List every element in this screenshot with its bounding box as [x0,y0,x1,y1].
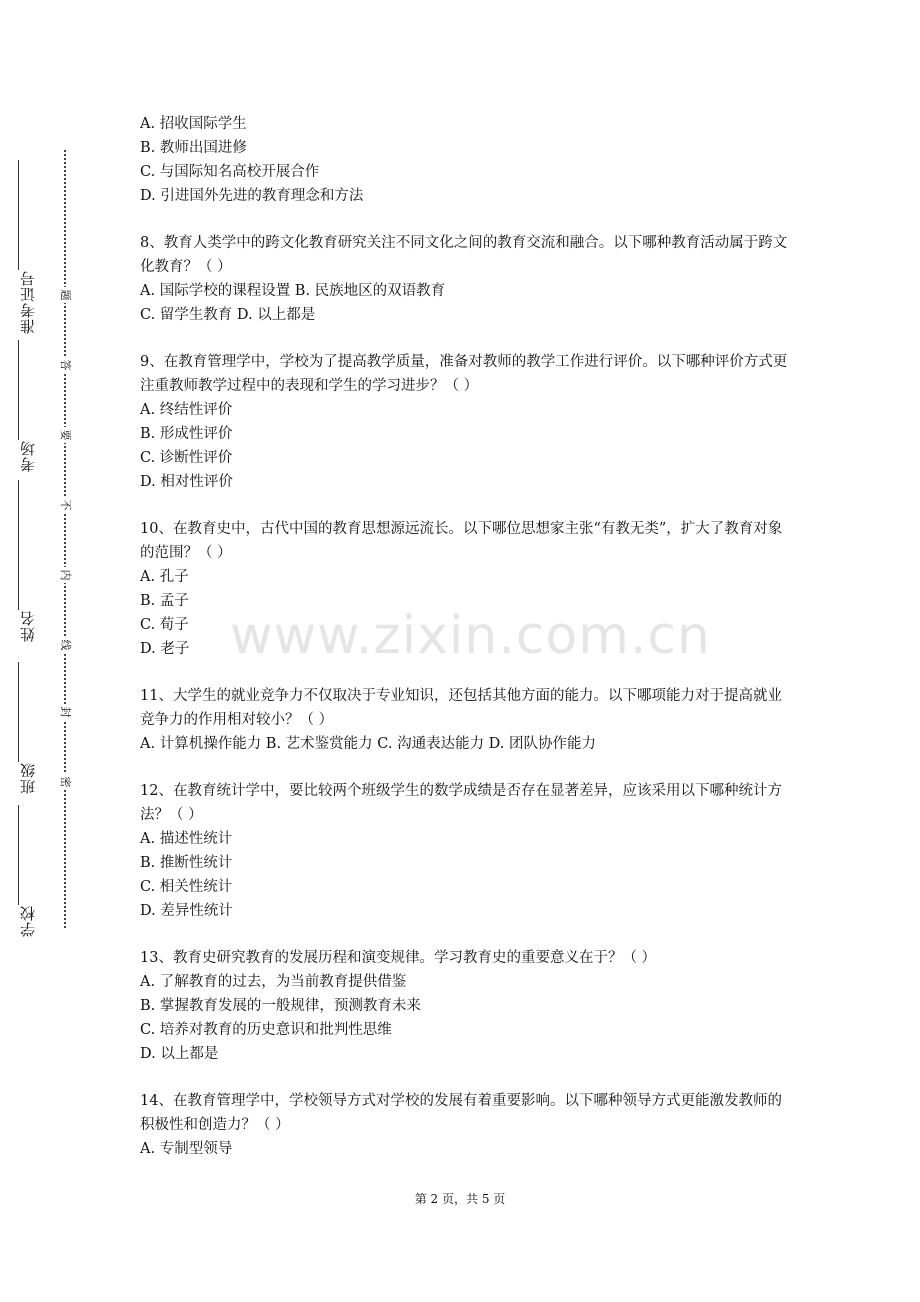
option: D. 引进国外先进的教育理念和方法 [140,188,364,204]
name-field [18,480,38,642]
option: A. 描述性统计 [140,831,233,847]
seal-char: 线 [58,637,72,653]
option: C. 培养对教育的历史意识和批判性思维 [140,1022,392,1038]
question-block [140,1089,788,1161]
question-block [140,946,788,1066]
question-text: 11、大学生的就业竞争力不仅取决于专业知识，还包括其他方面的能力。以下哪项能力对于提高就业竞争力的作用相对较小？（ ） [140,688,782,728]
option: D. 老子 [140,641,190,657]
seal-char: 密 [58,774,72,790]
question-block [140,779,788,923]
option: B. 形成性评价 [140,426,233,442]
option: A. 终结性评价 [140,402,233,418]
option: C. 留学生教育 D. 以上都是 [140,307,316,323]
exam-number-field [18,160,38,334]
seal-char: 要 [58,427,72,443]
option: B. 掌握教育发展的一般规律，预测教育未来 [140,998,421,1014]
question-text: 12、在教育统计学中，要比较两个班级学生的数学成绩是否存在显著差异，应该采用以下哪种统计方法？（ ） [140,783,782,823]
question-block [140,350,788,494]
seal-char: 封 [58,704,72,720]
option: B. 教师出国进修 [140,140,247,156]
question-text: 9、在教育管理学中，学校为了提高教学质量，准备对教师的教学工作进行评价。以下哪种评价方式更注重教师教学过程中的表现和学生的学习进步？（ ） [140,354,788,394]
question-text: 8、教育人类学中的跨文化教育研究关注不同文化之间的教育交流和融合。以下哪种教育活动属于跨文化教育？（ ） [140,235,788,275]
school-label: 学校 [19,905,37,937]
exam-room-label: 考场 [19,440,37,472]
exam-room-field [18,340,38,472]
option: C. 与国际知名高校开展合作 [140,164,320,180]
question-text: 10、在教育史中，古代中国的教育思想源远流长。以下哪位思想家主张“有教无类”，扩大了教育对象的范围？（ ） [140,521,783,561]
seal-char: 内 [58,567,72,583]
binding-margin [0,150,80,940]
option: C. 荀子 [140,617,189,633]
option: A. 国际学校的课程设置 B. 民族地区的双语教育 [140,283,446,299]
seal-dotted-line [64,150,66,928]
option: A. 计算机操作能力 B. 艺术鉴赏能力 C. 沟通表达能力 D. 团队协作能力 [140,736,597,752]
watermark: www.zixin.com.cn [230,606,711,666]
seal-char: 答 [58,357,72,373]
option: B. 推断性统计 [140,855,233,871]
option: A. 了解教育的过去，为当前教育提供借鉴 [140,974,407,990]
question-block [140,112,788,208]
option: C. 相关性统计 [140,879,233,895]
option: C. 诊断性评价 [140,450,233,466]
option: A. 专制型领导 [140,1141,233,1157]
name-label: 姓名 [19,610,37,642]
question-text: 13、教育史研究教育的发展历程和演变规律。学习教育史的重要意义在于？（ ） [140,950,657,966]
question-block [140,231,788,327]
option: A. 招收国际学生 [140,116,247,132]
class-label: 班级 [19,762,37,794]
option: D. 以上都是 [140,1046,219,1062]
option: B. 孟子 [140,593,189,609]
option: D. 相对性评价 [140,474,233,490]
seal-char: 题 [58,287,72,303]
option: D. 差异性统计 [140,903,233,919]
page-footer: 第 2 页，共 5 页 [414,1192,506,1206]
seal-char: 不 [58,497,72,513]
school-field [18,805,38,937]
class-field [18,662,38,794]
option: A. 孔子 [140,569,189,585]
question-block [140,684,788,756]
exam-number-label: 准考证号 [19,270,37,334]
question-text: 14、在教育管理学中，学校领导方式对学校的发展有着重要影响。以下哪种领导方式更能激发教师的积极性和创造力？（ ） [140,1093,782,1133]
